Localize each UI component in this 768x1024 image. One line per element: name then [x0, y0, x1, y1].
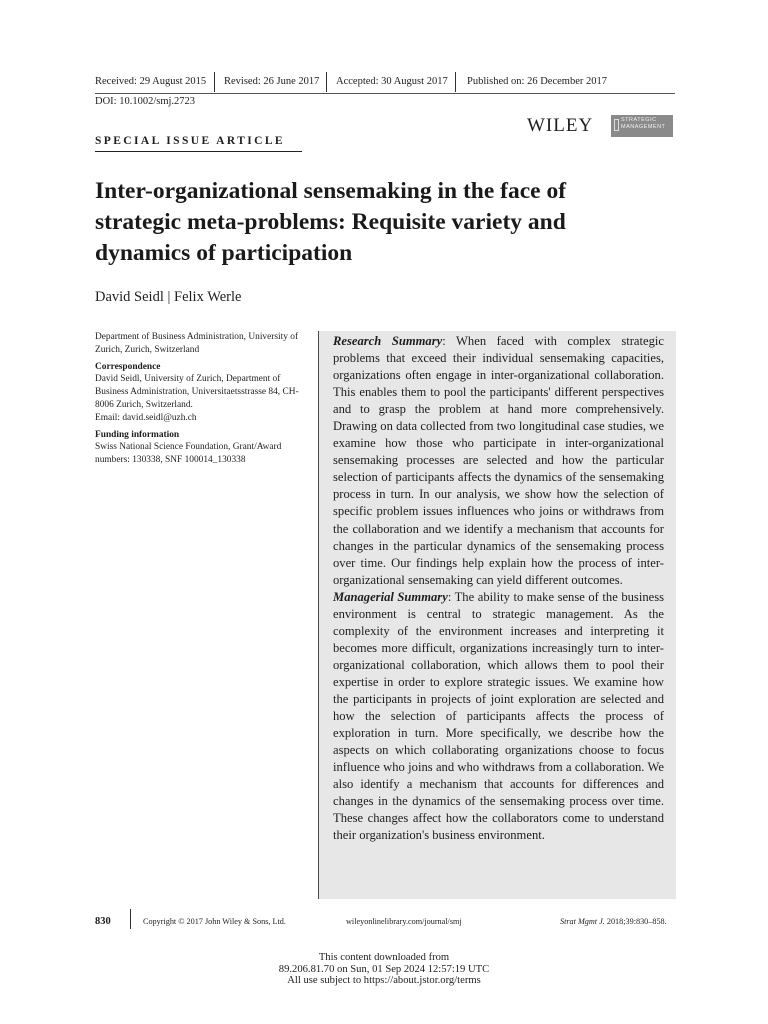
email[interactable]: Email: david.seidl@uzh.ch [95, 412, 197, 423]
revised-date: Revised: 26 June 2017 [224, 76, 320, 87]
journal-logo-mark-icon [614, 119, 619, 131]
correspondence-heading: Correspondence [95, 361, 161, 372]
citation: Strat Mgmt J. 2018;39:830–858. [560, 917, 667, 926]
date-divider [326, 72, 327, 92]
managerial-summary-text: : The ability to make sense of the business environment is central to strategic management. As the complexity of the environment increases and interpreting it becomes more difficult, organizations increasingly turn to inter-organizational collaboration, which allows them to pool their expertise in order to explore strategic issues. We examine how the participants in projects of joint exploration are selected and how the selection of participants affects the process of exploration in turn. More specifically, we describe how the aspects on which collaborating organizations choose to focus influence who joins and who withdraws from a collaboration. We also identify a mechanism that accounts for differences and changes in the dynamics of the sensemaking process over time. These changes affect how the collaborators come to understand their organization's business environment. [333, 589, 665, 843]
jstor-notice: This content downloaded from 89.206.81.70 on Sun, 01 Sep 2024 12:57:19 UTC All use subject to https://about.jstor.org/terms [0, 952, 768, 987]
author-information [95, 331, 310, 467]
page-number: 830 [95, 916, 111, 927]
funding-heading: Funding information [95, 429, 180, 440]
correspondence-address: David Seidl, University of Zurich, Department of Business Administration, Universitaetsstrasse 84, CH-8006 Zurich, Switzerland. [95, 374, 299, 410]
journal-url[interactable]: wileyonlinelibrary.com/journal/smj [346, 917, 462, 926]
affiliation: Department of Business Administration, University of Zurich, Zurich, Switzerland [95, 332, 299, 355]
copyright: Copyright © 2017 John Wiley & Sons, Ltd. [143, 917, 286, 926]
article-type: SPECIAL ISSUE ARTICLE [95, 135, 285, 147]
doi[interactable]: DOI: 10.1002/smj.2723 [95, 96, 196, 107]
published-date: Published on: 26 December 2017 [467, 76, 607, 87]
publication-dates [95, 76, 675, 94]
managerial-summary-label: Managerial Summary [333, 589, 448, 604]
footer-divider [130, 909, 131, 929]
header-rule [95, 93, 675, 94]
article-title: Inter-organizational sensemaking in the face of strategic meta-problems: Requisite variety and dynamics of participation [95, 178, 567, 266]
summary-box [318, 331, 676, 899]
date-divider [214, 72, 215, 92]
publisher-logo: WILEY [527, 115, 594, 136]
managerial-summary [333, 589, 664, 845]
date-divider [455, 72, 456, 92]
accepted-date: Accepted: 30 August 2017 [336, 76, 448, 87]
jstor-terms[interactable]: All use subject to https://about.jstor.org/terms [287, 975, 481, 986]
received-date: Received: 29 August 2015 [95, 76, 207, 87]
research-summary-text: : When faced with complex strategic problems that exceed their individual sensemaking capacities, organizations often engage in inter-organizational collaboration. This enables them to pool the participants' different perspectives and to grasp the problem at hand more comprehensively. Drawing on data collected from two longitudinal case studies, we examine how those who participate in inter-organizational sensemaking processes are selected and how the particular selection of participants affects the dynamics of the sensemaking process in turn. In our analysis, we show how the selection of specific problem issues influences who joins or withdraws from the collaboration and we identify a mechanism that accounts for changes in the particular dynamics of the sensemaking process over time. Our findings help explain how the process of inter-organizational sensemaking can yield different outcomes. [333, 334, 664, 587]
journal-logo: STRATEGIC MANAGEMENT [611, 115, 673, 137]
research-summary-label: Research Summary [333, 334, 443, 348]
authors: David Seidl | Felix Werle [95, 289, 242, 305]
funding-info: Swiss National Science Foundation, Grant/Award numbers: 130338, SNF 100014_130338 [95, 442, 282, 466]
article-type-underline [95, 151, 302, 152]
research-summary [333, 333, 664, 589]
